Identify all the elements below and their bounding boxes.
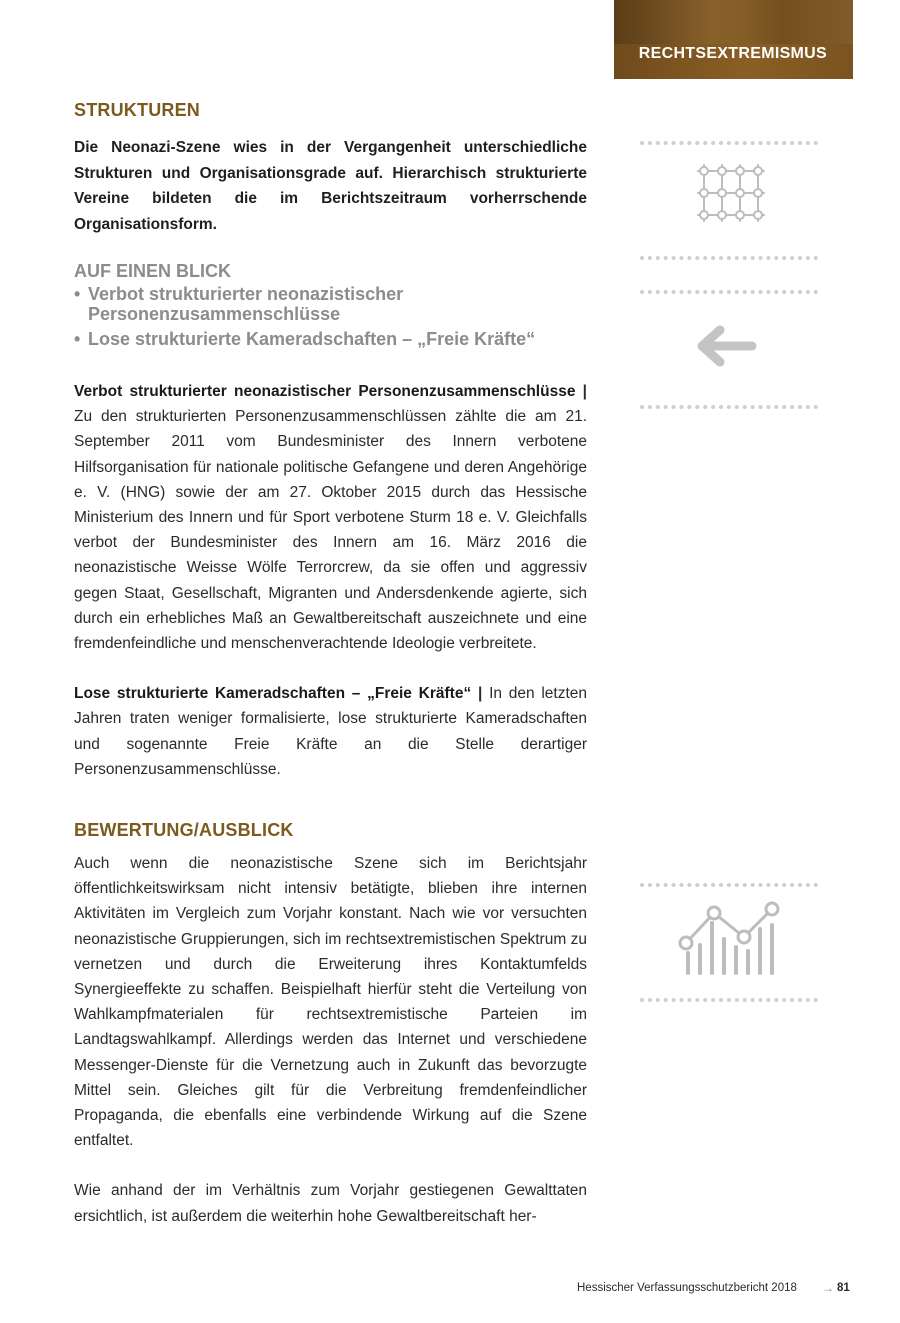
dotted-divider — [640, 256, 818, 260]
paragraph-separator: | — [582, 383, 587, 400]
paragraph-free-forces — [74, 681, 587, 782]
assessment-paragraph: Auch wenn die neonazistische Szene sich im Berichtsjahr öffentlichkeitswirksam nicht intensiv betätigte, blieben ihre internen Aktivitäten im Vergleich zum Vorjahr konstant. Nach wie vor versuchten neonazistische Gruppierungen, sich im rechtsextremistischen Spektrum zu vernetzen und durch die Erweiterung ihres Kontaktumfelds Synergieeffekte zu schaffen. Beispielhaft hierfür steht die Verteilung von Wahlkampfmaterialen für rechtsextremistische Parteien im Landtagswahlkampf. Allerdings werden das Internet und verschiedene Messenger-Dienste für die Vernetzung auch in Zukunft das bevorzugte Mittel sein. Gleiches gilt für die Verbreitung fremdenfeindlicher Propaganda, die ebenfalls eine verbindende Wirkung auf die Szene entfaltet. — [74, 855, 587, 1150]
paragraph-ban — [74, 379, 587, 656]
at-a-glance-list — [74, 284, 587, 349]
arrow-left-icon — [640, 294, 820, 392]
assessment-heading: BEWERTUNG/AUSBLICK — [74, 820, 294, 841]
sidebar-block-structures — [640, 141, 825, 260]
at-a-glance-item — [74, 284, 587, 324]
at-a-glance-item-text: Lose strukturierte Kameradschaften – „Freie Kräfte“ — [88, 329, 536, 349]
paragraph-separator: | — [477, 685, 483, 703]
bullet-glyph: • — [74, 329, 81, 349]
dotted-divider — [640, 405, 818, 409]
sidebar-block-assessment — [640, 883, 825, 1002]
structures-lead: Die Neonazi-Szene wies in der Vergangenheit unterschiedliche Strukturen und Organisationsgrade auf. Hierarchisch strukturierte Vereine bildeten die im Berichtszeitraum vorherrschende Organisationsform. — [74, 139, 587, 233]
at-a-glance-item — [74, 329, 587, 349]
line-bar-chart-icon — [640, 887, 820, 987]
footer-publication: Hessischer Verfassungsschutzbericht 2018 — [577, 1282, 797, 1294]
section-tab-label: RECHTSEXTREMISMUS — [638, 45, 827, 62]
sidebar-block-glance — [640, 290, 825, 409]
at-a-glance-item-text: Verbot strukturierter neonazistischer Personenzusammenschlüsse — [88, 284, 404, 324]
structures-heading: STRUKTUREN — [74, 100, 200, 120]
paragraph-lead-in: Verbot strukturierter neonazistischer Personenzusammenschlüsse — [74, 383, 576, 400]
page-number: 81 — [837, 1282, 850, 1294]
section-tab-texture — [614, 0, 853, 44]
paragraph-text: Zu den strukturierten Personenzusammenschlüssen zählte die am 21. September 2011 vom Bundesminister des Innern verbotene Hilfsorganisation für nationale politische Gefangene und deren Angehörige e. V. (HNG) sowie der am 27. Oktober 2015 durch das Hessische Ministerium des Innern und für Sport verbotene Sturm 18 e. V. Gleichfalls verbot der Bundesminister des Innern am 16. März 2016 die neonazistische Weisse Wölfe Terrorcrew, da sie offen und aggressiv gegen Staat, Gesellschaft, Migranten und Andersdenkende agierte, sich durch ein erhebliches Maß an Gewaltbereitschaft auszeichnete und eine fremdenfeindliche und menschenverachtende Ideologie verbreitete. — [74, 408, 587, 653]
section-tab — [614, 0, 853, 79]
paragraph-lead-in: Lose strukturierte Kameradschaften – „Freie Kräfte“ — [74, 685, 472, 703]
network-grid-icon — [640, 145, 820, 241]
bullet-glyph: • — [74, 284, 81, 304]
arrow-right-icon: → — [822, 1281, 834, 1295]
assessment-paragraph: Wie anhand der im Verhältnis zum Vorjahr gestiegenen Gewalttaten ersichtlich, ist außerdem die weiterhin hohe Gewaltbereitschaft her- — [74, 1182, 587, 1225]
main-column — [74, 100, 587, 1229]
at-a-glance-heading: AUF EINEN BLICK — [74, 261, 231, 281]
paragraph-text: In den letzten Jahren traten weniger formalisierte, lose strukturierte Kameradschaften und sogenannte Freie Kräfte an die Stelle derartiger Personenzusammenschlüsse. — [74, 685, 587, 778]
dotted-divider — [640, 998, 818, 1002]
